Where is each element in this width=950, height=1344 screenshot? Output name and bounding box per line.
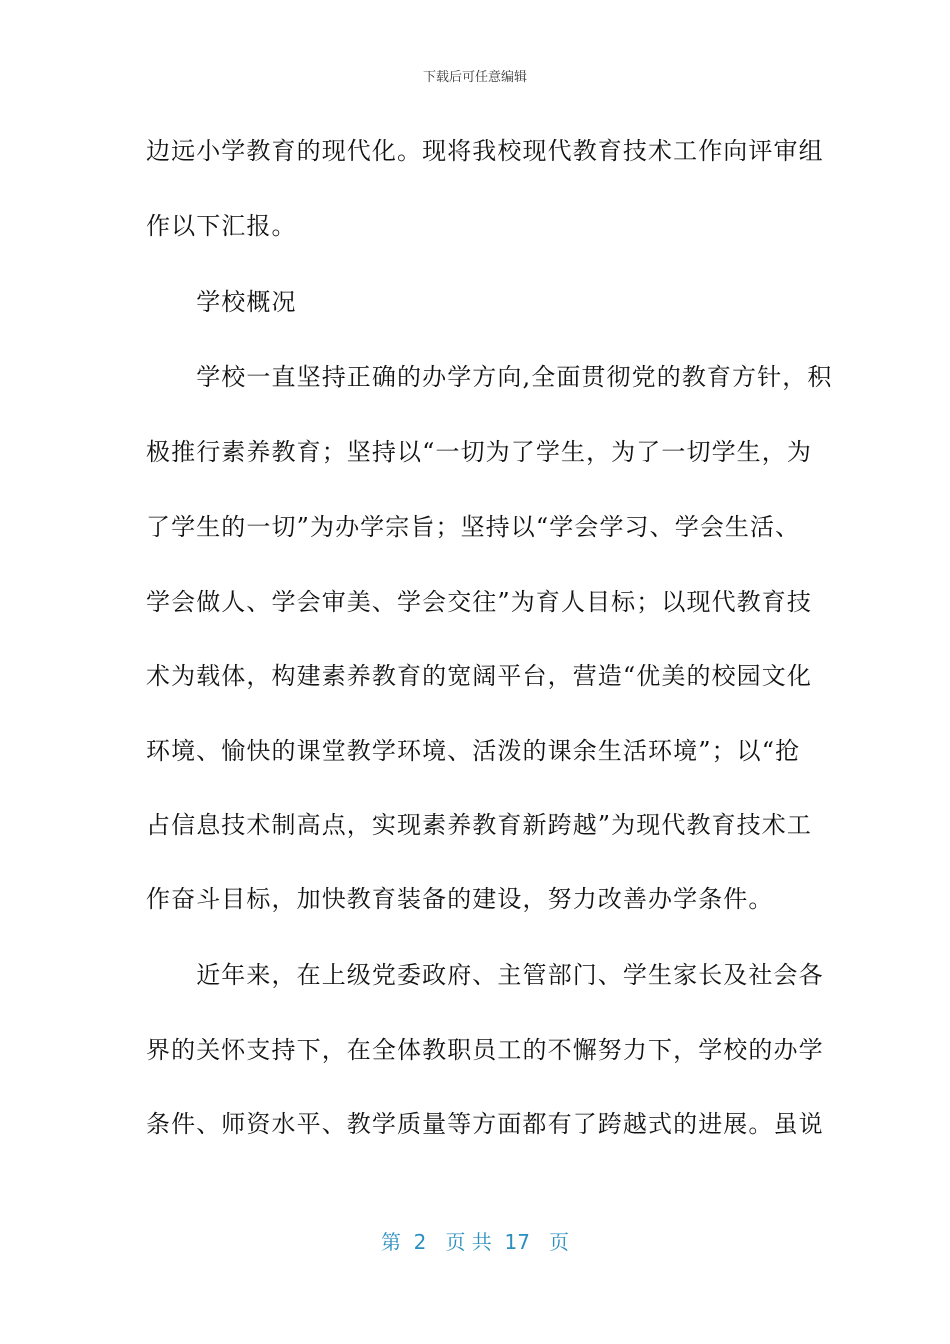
text-line: 作以下汇报。 bbox=[146, 212, 297, 240]
text-line: 环境、愉快的课堂教学环境、活泼的课余生活环境”；以“抢 bbox=[146, 737, 801, 765]
page-header-note: 下载后可任意编辑 bbox=[422, 70, 527, 85]
text-line: 界的关怀支持下，在全体教职员工的不懈努力下，学校的办学 bbox=[146, 1036, 824, 1064]
text-line: 了学生的一切”为办学宗旨；坚持以“学会学习、学会生活、 bbox=[146, 513, 801, 541]
text-line: 学会做人、学会审美、学会交往”为育人目标；以现代教育技 bbox=[146, 588, 812, 616]
text-line: 学校一直坚持正确的办学方向,全面贯彻党的教育方针，积 bbox=[146, 363, 833, 391]
text-line: 极推行素养教育；坚持以“一切为了学生，为了一切学生，为 bbox=[146, 438, 812, 466]
text-line: 占信息技术制高点，实现素养教育新跨越”为现代教育技术工 bbox=[146, 811, 812, 839]
page-number-footer: 第 2 页 共 17 页 bbox=[380, 1230, 570, 1254]
text-line: 条件、师资水平、教学质量等方面都有了跨越式的进展。虽说 bbox=[146, 1110, 824, 1138]
text-line: 作奋斗目标，加快教育装备的建设，努力改善办学条件。 bbox=[146, 885, 774, 913]
text-line: 近年来，在上级党委政府、主管部门、学生家长及社会各 bbox=[146, 961, 824, 989]
text-line: 边远小学教育的现代化。现将我校现代教育技术工作向评审组 bbox=[146, 137, 824, 165]
section-heading: 学校概况 bbox=[146, 288, 297, 316]
text-line: 术为载体，构建素养教育的宽阔平台，营造“优美的校园文化 bbox=[146, 662, 812, 690]
